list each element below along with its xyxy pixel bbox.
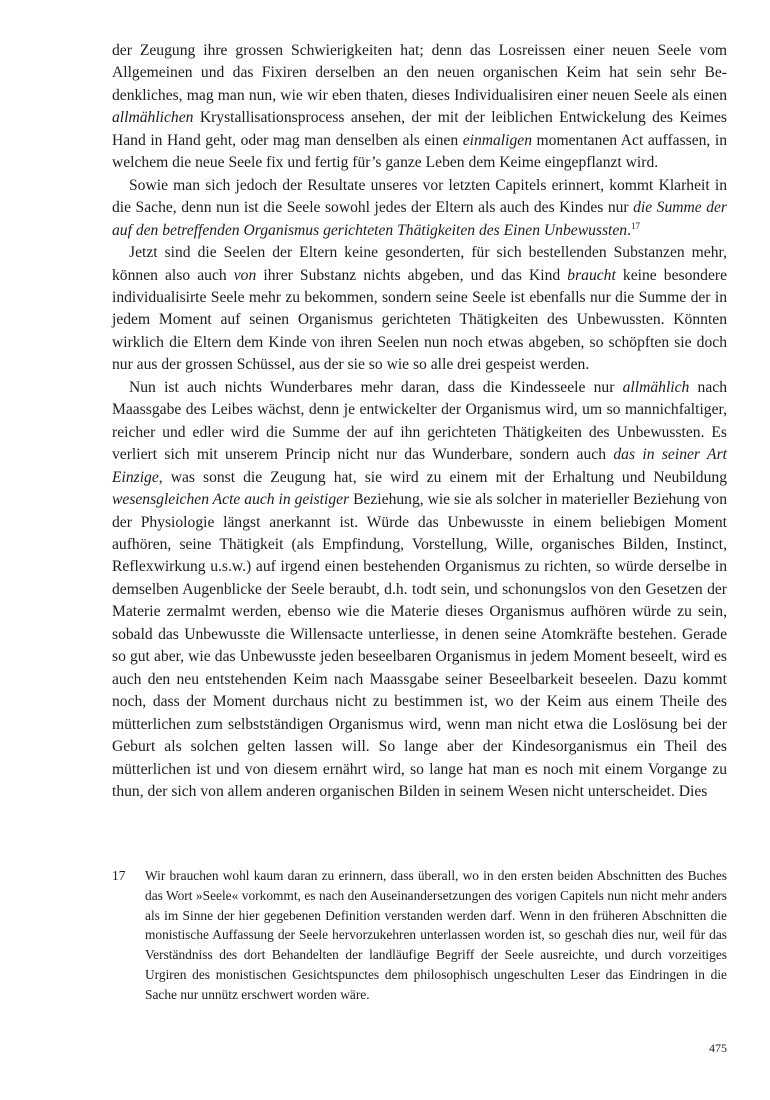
- emphasis: das in seiner Art Einzige: [112, 446, 727, 486]
- paragraph: [112, 40, 727, 175]
- text-run: keine besondere individualisirte Seele mehr zu bekommen, sondern seine Seele ist ebenfalls nur die Summe der in jedem Moment auf seinen Organismus gerichteten Thätigkeiten des Unbewussten. Könnten wirklich die Eltern dem Kinde von ihren Seelen nun noch etwas abgeben, so schöpften sie doch nur aus der grossen Schüssel, aus der sie so wie so alle drei gespeist werden.: [112, 266, 727, 374]
- paragraph: [112, 175, 727, 242]
- text-run: Nun ist auch nichts Wunderbares mehr daran, dass die Kindesseele nur: [129, 378, 623, 396]
- emphasis: allmählich: [622, 378, 690, 396]
- text-run: Beziehung, wie sie als solcher in materieller Beziehung von der Physiologie längst anerkannt ist. Würde das Unbewusste in einem beliebigen Moment aufhören, seine Thätigkeit (als Empfindung, Vorstellung, Wille, organisches Bilden, Instinct, Reflexwirkung u.s.w.) auf irgend einen bestehenden Organismus zu richten, so würde derselbe in demselben Augenblicke der Seele beraubt, d.h. todt sein, und schonungslos von den Gesetzen der Materie zermalmt werden, ebenso wie die Materie dieses Organismus aufhören würde zu sein, sobald das Unbewusste die Willensacte unterliesse, in denen seine Atomkräfte bestehen. Gerade so gut aber, wie das Unbewusste jeden beseelbaren Organismus in jedem Moment beseelt, wird es auch den neu entstehenden Keim nach Maassgabe seiner Beseelbarkeit beseelen. Dazu kommt noch, dass der Moment durchaus nicht zu bestimmen ist, wo der Keim aus einem Theile des mütterlichen zum selbstständigen Organismus wird, wenn man nicht etwa die Loslösung bei der Geburt als solchen gelten lassen will. So lange aber der Kindesorganismus ein Theil des mütterlichen ist und von diesem ernährt wird, so lange hat man es noch mit einem Vorgange zu thun, der sich von allem anderen organischen Bilden in seinem Wesen nicht unterscheidet. Dies: [112, 491, 727, 800]
- emphasis: allmählichen: [112, 109, 194, 127]
- text-run: Krystallisationsprocess ansehen, der mit der leiblichen Entwickelung des Keimes Hand in Hand geht, oder mag man denselben als einen: [112, 109, 727, 149]
- text-run: momentanen Act auffassen, in welchem die neue Seele fix und fertig für’s ganze Leben dem Keime eingepflanzt wird.: [112, 131, 727, 172]
- text-run: der Zeugung ihre grossen Schwierigkeiten hat; denn das Losreissen einer neuen Seele vom Allgemeinen und das Fixiren derselben an den neuen organischen Keim hat sein sehr Bedenkliches, mag man nun, wie wir eben thaten, dieses Individualisiren einer neuen Seele als einen: [112, 42, 727, 104]
- text-run: Jetzt sind die Seelen der Eltern keine gesonderten, für sich bestellenden Substanzen mehr, können also auch: [112, 244, 727, 284]
- paragraph: [112, 242, 727, 377]
- footnote-text: Wir brauchen wohl kaum daran zu erinnern, dass überall, wo in den ersten beiden Abschnitten des Buches das Wort »Seele« vorkommt, es nach den Auseinandersetzungen des vorigen Capitels nun nicht mehr anders als im Sinne der hier gegebenen Definition verstanden werden darf. Wenn in den früheren Abschnitten die monistische Auffassung der Seele hervorzukehren unterlassen worden ist, so geschah dies nur, weil für das Verständniss des dort Behandelten der landläufige Begriff der Seele ausreichte, und durch vorzeitiges Urgiren des monistischen Gesichtspunctes dem philosophisch ungeschulten Leser das Eindringen in die Sache nur unnütz erschwert worden wäre.: [145, 868, 727, 1002]
- text-run: , was sonst die Zeugung hat, sie wird zu einem mit der Erhaltung und Neubildung: [158, 468, 727, 486]
- text-run: ihrer Substanz nichts abgeben, und das Kind: [256, 266, 568, 284]
- footnote-reference: 17: [630, 220, 640, 231]
- main-text: [112, 40, 727, 803]
- text-run: Sowie man sich jedoch der Resultate unseres vor letzten Capitels erinnert, kommt Klarheit in die Sache, denn nun ist die Seele sowohl jedes der Eltern als auch des Kindes nur: [112, 176, 727, 217]
- emphasis: wesensgleichen Acte auch in geistiger: [112, 491, 350, 509]
- emphasis: die Summe der auf den betreffenden Organismus gerichteten Thätigkeiten des Einen Unbewussten: [112, 199, 727, 239]
- text-run: nach Maassgabe des Leibes wächst, denn je entwickelter der Organismus wird, um so mannichfaltiger, reicher und edler wird die Summe der auf ihn gerichteten Thätigkeiten des Unbewussten. Es verliert sich mit unserem Princip nicht nur das Wunderbare, sondern auch: [112, 378, 727, 464]
- footnotes: [112, 866, 727, 1004]
- paragraph: [112, 377, 727, 804]
- page-number: 475: [709, 1041, 727, 1055]
- footnote-17: [112, 866, 727, 1004]
- text-run: .: [627, 221, 631, 239]
- emphasis: von: [233, 266, 257, 284]
- footnote-number: 17: [112, 868, 126, 883]
- emphasis: einmaligen: [462, 131, 532, 149]
- emphasis: braucht: [567, 266, 616, 284]
